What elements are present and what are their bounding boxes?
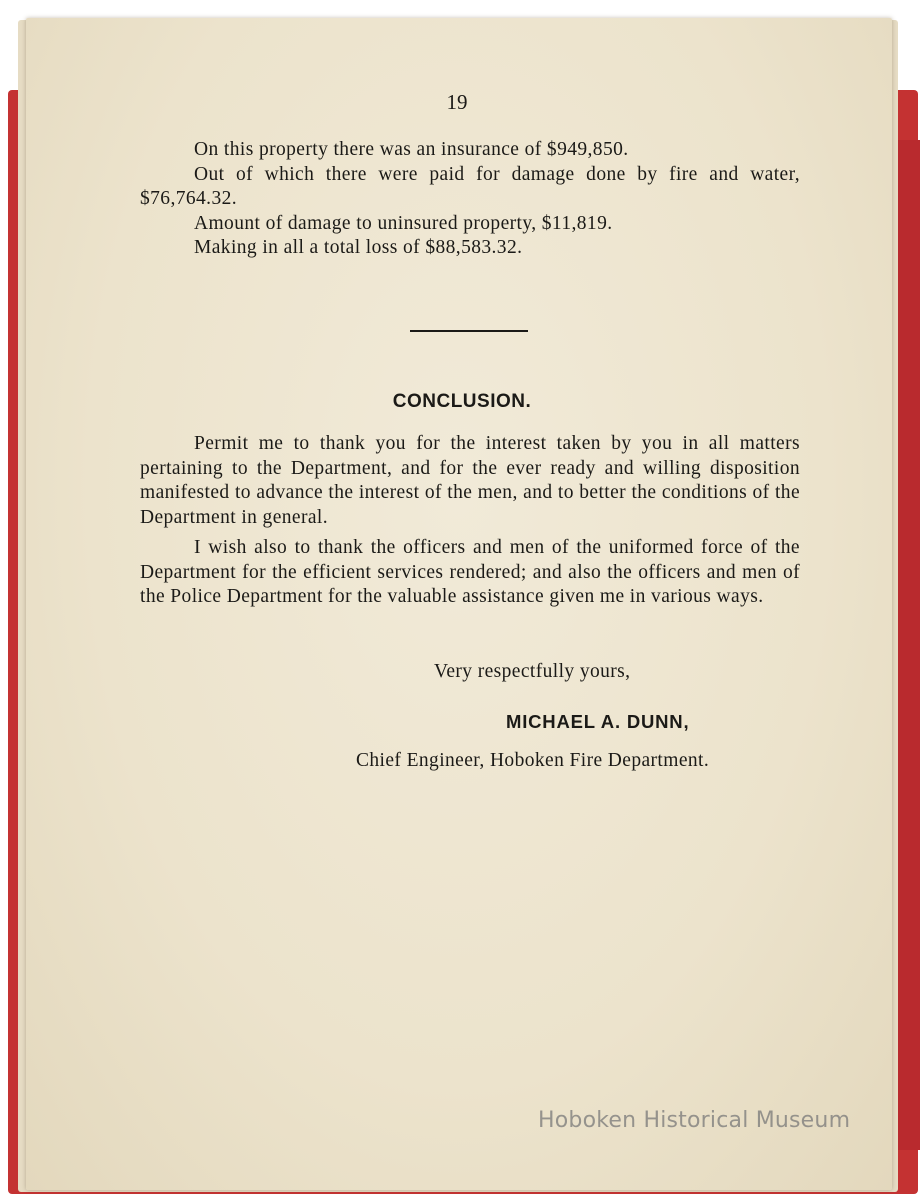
signature-title: Chief Engineer, Hoboken Fire Department. [356, 750, 710, 771]
loss-summary [140, 138, 800, 261]
conclusion-paragraph-2: I wish also to thank the officers and men of the uniformed force of the Department for the efficient services rendered; and also the officers and men of the Police Department for the valuable assistance given me in various ways. [140, 537, 800, 607]
conclusion-paragraph-1: Permit me to thank you for the interest taken by you in all matters pertaining to the Department, and for the ever ready and willing disposition manifested to advance the interest of the men, and to better the conditions of the Department in general. [140, 433, 800, 528]
museum-watermark: Hoboken Historical Museum [538, 1108, 851, 1133]
page-number: 19 [446, 90, 468, 114]
closing-salutation: Very respectfully yours, [434, 661, 631, 682]
section-divider [410, 330, 528, 332]
signature-name: MICHAEL A. DUNN, [506, 711, 690, 732]
paid-damage-line: Out of which there were paid for damage done by fire and water, $76,764.32. [140, 163, 800, 209]
conclusion-body [140, 432, 800, 610]
document-page [26, 18, 892, 1190]
insurance-line: On this property there was an insurance of $949,850. [194, 139, 629, 160]
total-loss-line: Making in all a total loss of $88,583.32. [194, 237, 523, 258]
conclusion-heading: CONCLUSION. [392, 391, 532, 412]
uninsured-line: Amount of damage to uninsured property, $11,819. [194, 212, 613, 234]
